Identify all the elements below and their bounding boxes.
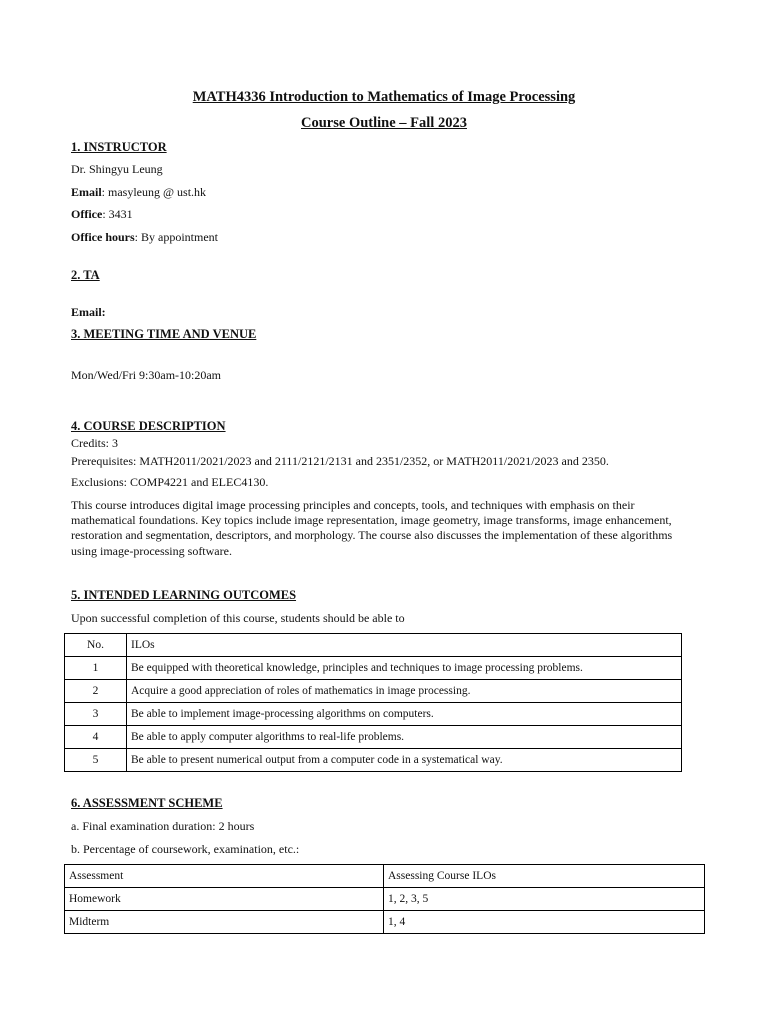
table-row [65, 703, 682, 726]
coursework-percentage: b. Percentage of coursework, examination, etc.: [71, 842, 300, 856]
assessment-ilos: 1, 4 [384, 911, 705, 934]
ilo-text: Acquire a good appreciation of roles of mathematics in image processing. [127, 680, 682, 703]
ilo-number: 5 [65, 749, 127, 772]
ta-email-label: Email: [71, 305, 106, 319]
ilos-heading: 5. INTENDED LEARNING OUTCOMES [71, 588, 297, 602]
ilo-table-header [65, 634, 682, 657]
assessment-table-header [65, 865, 705, 888]
ilo-number: 4 [65, 726, 127, 749]
email-value: : masyleung @ ust.hk [101, 185, 207, 199]
ilos-intro: Upon successful completion of this course, students should be able to [71, 611, 405, 625]
office-value: : 3431 [102, 207, 133, 221]
ilo-text: Be equipped with theoretical knowledge, principles and techniques to image processing problems. [127, 657, 682, 680]
ilo-col-ilos: ILOs [127, 634, 682, 657]
assessment-col-assessment: Assessment [65, 865, 384, 888]
ta-heading: 2. TA [71, 268, 100, 282]
ilo-text: Be able to implement image-processing algorithms on computers. [127, 703, 682, 726]
ilo-number: 1 [65, 657, 127, 680]
course-subtitle: Course Outline – Fall 2023 [301, 115, 467, 131]
description-heading: 4. COURSE DESCRIPTION [71, 419, 226, 433]
exclusions: Exclusions: COMP4221 and ELEC4130. [71, 475, 269, 489]
email-label: Email [71, 185, 102, 199]
ilo-number: 3 [65, 703, 127, 726]
ilo-text: Be able to apply computer algorithms to real-life problems. [127, 726, 682, 749]
assessment-item: Midterm [65, 911, 384, 934]
office-label: Office [71, 207, 103, 221]
ta-email [71, 305, 106, 320]
credits: Credits: 3 [71, 436, 118, 450]
prerequisites: Prerequisites: MATH2011/2021/2023 and 2111/2121/2131 and 2351/2352, or MATH2011/2021/2023 and 2350. [71, 454, 609, 468]
ilo-col-no: No. [65, 634, 127, 657]
table-row [65, 749, 682, 772]
instructor-office-hours [71, 230, 218, 245]
meeting-time: Mon/Wed/Fri 9:30am-10:20am [71, 368, 222, 382]
assessment-table [64, 864, 705, 934]
table-row [65, 911, 705, 934]
assessment-item: Homework [65, 888, 384, 911]
ilo-table [64, 633, 682, 772]
assessment-ilos: 1, 2, 3, 5 [384, 888, 705, 911]
office-hours-label: Office hours [71, 230, 135, 244]
course-title: MATH4336 Introduction to Mathematics of Image Processing [192, 89, 576, 105]
office-hours-value: : By appointment [134, 230, 218, 244]
exam-duration: a. Final examination duration: 2 hours [71, 819, 255, 833]
table-row [65, 657, 682, 680]
ilo-number: 2 [65, 680, 127, 703]
assessment-col-ilos: Assessing Course ILOs [384, 865, 705, 888]
table-row [65, 726, 682, 749]
ilo-text: Be able to present numerical output from a computer code in a systematical way. [127, 749, 682, 772]
assessment-heading: 6. ASSESSMENT SCHEME [71, 796, 223, 810]
instructor-name: Dr. Shingyu Leung [71, 162, 163, 176]
table-row [65, 888, 705, 911]
description-body: This course introduces digital image processing principles and concepts, tools, and techniques with emphasis on their mathematical foundations. Key topics include image representation, image geometry, image transforms, image enhancement, restoration and segmentation, descriptors, and morphology. The course also discusses the implementation of these algorithms using image-processing software. [71, 498, 673, 558]
instructor-office [71, 207, 133, 222]
instructor-email [71, 185, 206, 200]
table-row [65, 680, 682, 703]
meeting-heading: 3. MEETING TIME AND VENUE [71, 327, 257, 341]
instructor-heading: 1. INSTRUCTOR [71, 140, 167, 154]
